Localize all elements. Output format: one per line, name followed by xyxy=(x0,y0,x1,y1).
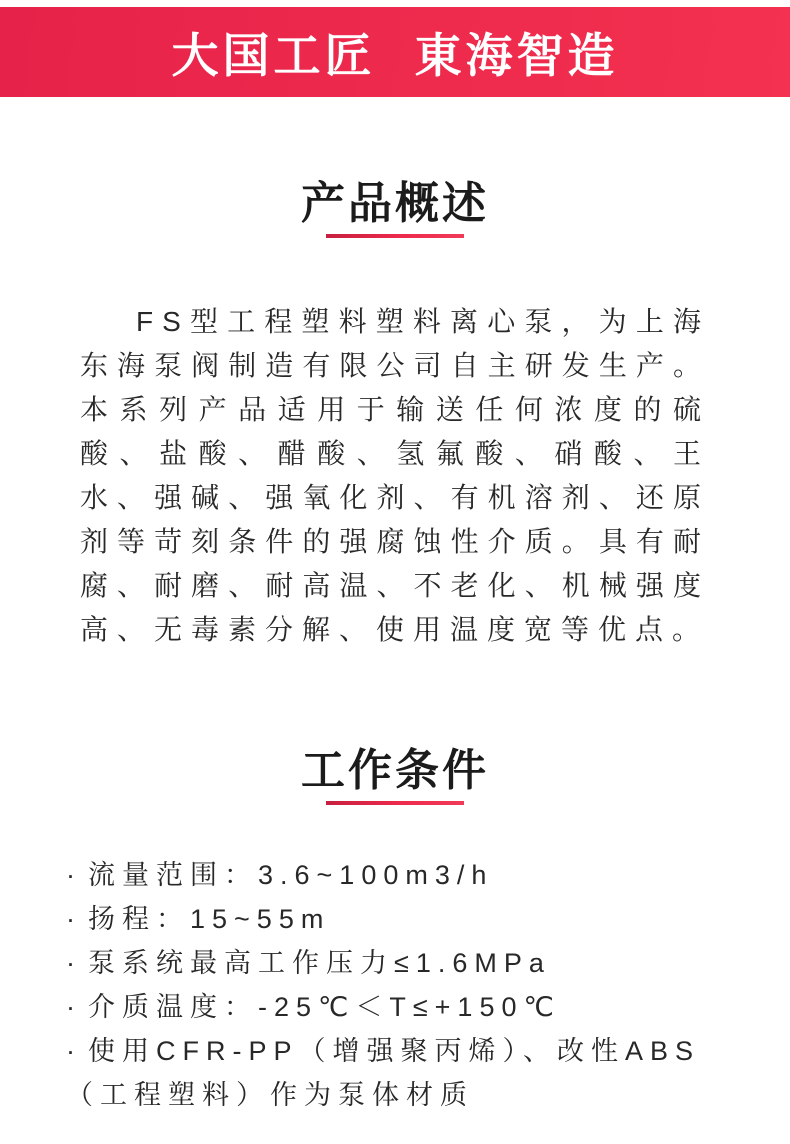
bullet-dot: · xyxy=(66,948,82,978)
list-item-medium-temperature xyxy=(66,985,720,1029)
overview-heading-underline xyxy=(326,234,464,238)
list-item-pump-material xyxy=(66,1029,720,1117)
bullet-dot: · xyxy=(66,860,82,890)
overview-paragraph: FS型工程塑料塑料离心泵，为上海东海泵阀制造有限公司自主研发生产。本系列产品适用于输送任何浓度的硫酸、盐酸、醋酸、氢氟酸、硝酸、王水、强碱、强氧化剂、有机溶剂、还原剂等苛刻条件的强腐蚀性介质。具有耐腐、耐磨、耐高温、不老化、机械强度高、无毒素分解、使用温度宽等优点。 xyxy=(80,306,710,645)
product-detail-page xyxy=(0,7,790,1144)
bullet-text: 介质温度：-25℃＜T≤+150℃ xyxy=(88,992,561,1022)
list-item-max-pressure xyxy=(66,941,720,985)
bullet-dot: · xyxy=(66,904,82,934)
bullet-dot: · xyxy=(66,992,82,1022)
list-item-flow-range xyxy=(66,853,720,897)
bullet-dot: · xyxy=(66,1036,82,1066)
conditions-heading-underline xyxy=(326,801,464,805)
bullet-text: 流量范围：3.6~100m3/h xyxy=(88,860,494,890)
bullet-text: 扬程：15~55m xyxy=(88,904,331,934)
conditions-list xyxy=(66,853,720,1117)
section-conditions xyxy=(0,747,790,1117)
conditions-heading: 工作条件 xyxy=(301,746,489,795)
bullet-text: 泵系统最高工作压力≤1.6MPa xyxy=(88,948,551,978)
list-item-head xyxy=(66,897,720,941)
bullet-text: 使用CFR-PP（增强聚丙烯）、改性ABS（工程塑料）作为泵体材质 xyxy=(66,1036,701,1110)
banner xyxy=(0,7,790,97)
overview-heading: 产品概述 xyxy=(301,179,489,228)
section-overview xyxy=(0,180,790,652)
banner-title: 大国工匠 東海智造 xyxy=(171,28,619,82)
